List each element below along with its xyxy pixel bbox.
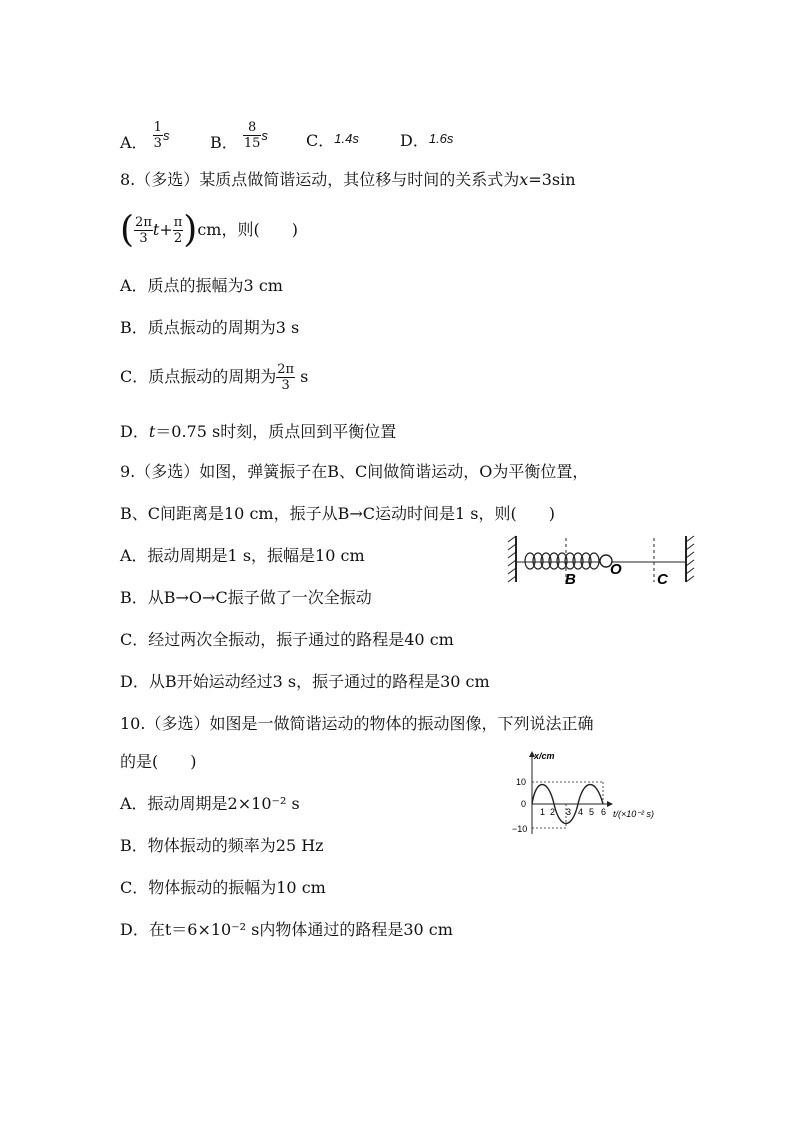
y-tick-neg10: −10 — [512, 824, 528, 834]
x-tick-5: 5 — [589, 807, 595, 817]
q7-option-c: C．1.4s — [306, 131, 359, 150]
q10-option-b: B．物体振动的频率为25 Hz — [120, 836, 324, 855]
q10-option-a: A．振动周期是2×10⁻² s — [120, 794, 300, 813]
x-tick-2: 2 — [550, 807, 556, 817]
q9-option-c: C．经过两次全振动，振子通过的路程是40 cm — [120, 630, 454, 649]
y-axis-label: x/cm — [534, 751, 555, 761]
q10-option-c: C．物体振动的振幅为10 cm — [120, 878, 326, 897]
q9-stem-line1: 9.（多选）如图，弹簧振子在B、C间做简谐运动，O为平衡位置， — [120, 462, 589, 481]
q7-option-d: D．1.6s — [400, 131, 454, 150]
spring-oscillator-figure — [506, 532, 698, 592]
x-tick-4: 4 — [578, 807, 584, 817]
label-o: O — [610, 561, 622, 578]
q9-option-b: B．从B→O→C振子做了一次全振动 — [120, 588, 372, 607]
label-c: C — [657, 571, 668, 588]
q8-stem-line1: 8.（多选）某质点做简谐运动，其位移与时间的关系式为x=3sin — [120, 170, 576, 189]
q8-option-c: C．质点振动的周期为 $\frac{2\pi}{3}$ s — [120, 362, 309, 393]
q9-stem-line2: B、C间距离是10 cm，振子从B→C运动时间是1 s，则( ) — [120, 504, 555, 523]
q7-option-a: A． $\frac{1}{3}$ $^s$ — [120, 120, 170, 152]
q9-option-d: D．从B开始运动经过3 s，振子通过的路程是30 cm — [120, 672, 490, 691]
q8-option-a: A．质点的振幅为3 cm — [120, 276, 283, 295]
vibration-graph — [500, 748, 680, 838]
q8-stem-line2: ( $\frac{2\pi}{3}$ t+ $\frac{\pi}{2}$ )cm，则( ) — [120, 209, 298, 251]
q10-option-d: D．在t＝6×10⁻² s内物体通过的路程是30 cm — [120, 920, 453, 939]
q8-option-d: D．t＝0.75 s时刻，质点回到平衡位置 — [120, 422, 397, 441]
q10-stem-line2: 的是( ) — [120, 752, 197, 771]
q8-option-b: B．质点振动的周期为3 s — [120, 318, 300, 337]
x-tick-3: 3 — [566, 807, 572, 817]
y-tick-0: 0 — [521, 799, 527, 809]
y-tick-10: 10 — [516, 777, 527, 787]
x-tick-1: 1 — [540, 807, 546, 817]
x-tick-6: 6 — [601, 807, 607, 817]
q7-option-b: B． $\frac{8}{15}$ $^s$ — [210, 120, 268, 152]
label-b: B — [565, 571, 576, 588]
x-axis-label: t/(×10⁻² s) — [613, 809, 655, 819]
q10-stem-line1: 10.（多选）如图是一做简谐运动的物体的振动图像，下列说法正确 — [120, 714, 594, 733]
q9-option-a: A．振动周期是1 s，振幅是10 cm — [120, 546, 365, 565]
